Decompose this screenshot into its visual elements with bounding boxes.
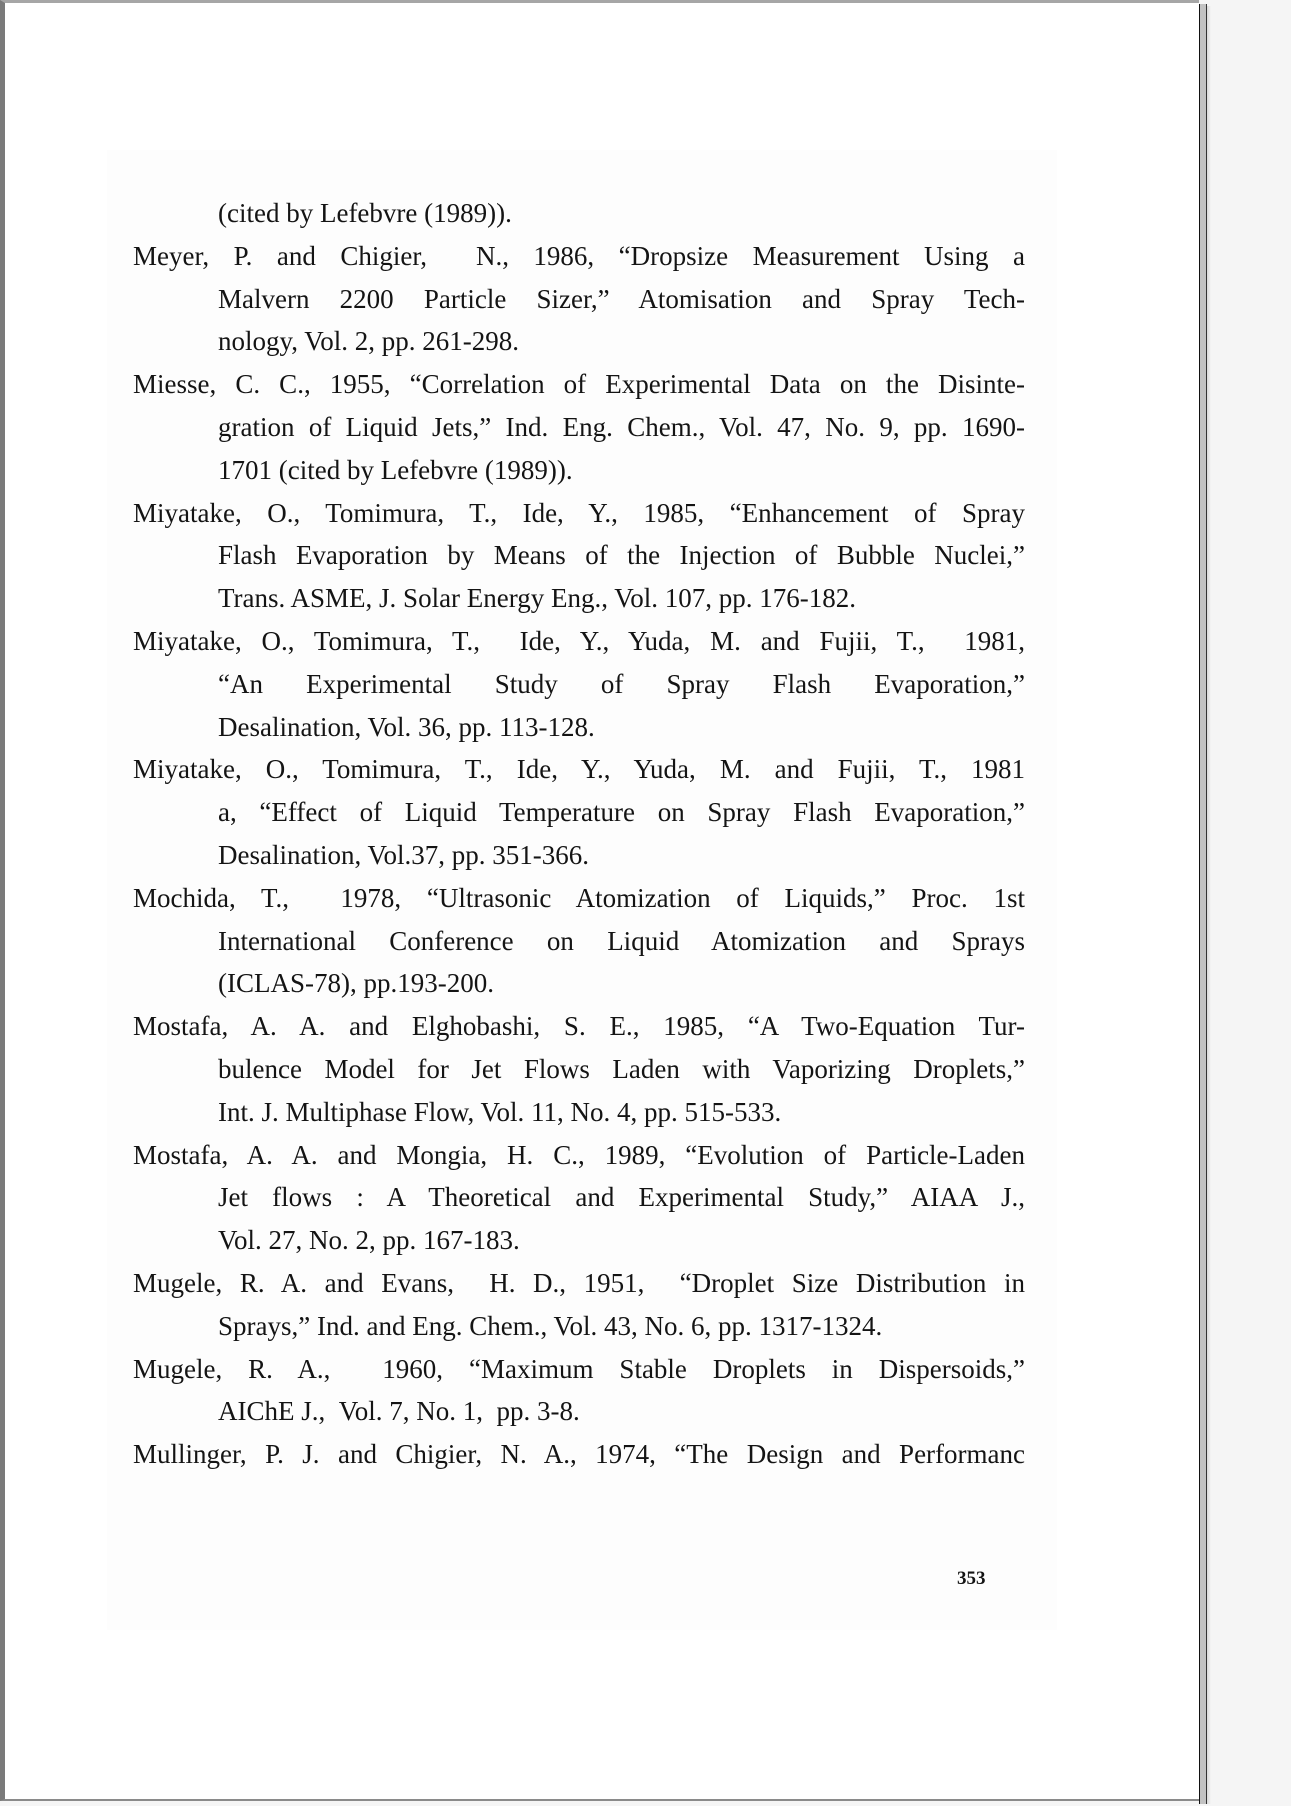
reference-line: Int. J. Multiphase Flow, Vol. 11, No. 4, pp. 515-533. <box>218 1096 782 1127</box>
reference-line: Mostafa, A. A. and Elghobashi, S. E., 1985, “A Two-Equation Tur- <box>133 1011 1025 1042</box>
reference-line: nology, Vol. 2, pp. 261-298. <box>218 326 520 357</box>
reference-line: Mochida, T., 1978, “Ultrasonic Atomization of Liquids,” Proc. 1st <box>133 882 1025 913</box>
reference-line: Miesse, C. C., 1955, “Correlation of Experimental Data on the Disinte- <box>133 369 1025 400</box>
reference-line: Miyatake, O., Tomimura, T., Ide, Y., Yuda, M. and Fujii, T., 1981, <box>133 625 1025 656</box>
reference-line: gration of Liquid Jets,” Ind. Eng. Chem., Vol. 47, No. 9, pp. 1690- <box>218 411 1025 442</box>
reference-line: Vol. 27, No. 2, pp. 167-183. <box>218 1225 520 1256</box>
reference-line: 1701 (cited by Lefebvre (1989)). <box>218 454 573 485</box>
reference-line: (cited by Lefebvre (1989)). <box>218 198 512 228</box>
reference-line: AIChE J., Vol. 7, No. 1, pp. 3-8. <box>218 1396 580 1427</box>
page-edge <box>1199 4 1207 1804</box>
reference-line: (ICLAS-78), pp.193-200. <box>218 968 494 999</box>
reference-line: Flash Evaporation by Means of the Injection of Bubble Nuclei,” <box>218 540 1025 571</box>
reference-line: Mostafa, A. A. and Mongia, H. C., 1989, “Evolution of Particle-Laden <box>133 1139 1025 1170</box>
reference-line: Miyatake, O., Tomimura, T., Ide, Y., 1985, “Enhancement of Spray <box>133 497 1025 528</box>
reference-line: Jet flows : A Theoretical and Experimental Study,” AIAA J., <box>218 1182 1025 1213</box>
reference-line: “An Experimental Study of Spray Flash Evaporation,” <box>218 668 1025 699</box>
reference-line: Mugele, R. A., 1960, “Maximum Stable Droplets in Dispersoids,” <box>133 1353 1025 1384</box>
reference-line: bulence Model for Jet Flows Laden with Vaporizing Droplets,” <box>218 1053 1025 1084</box>
reference-list <box>133 192 1025 1476</box>
reference-line: Mullinger, P. J. and Chigier, N. A., 1974, “The Design and Performanc <box>133 1439 1025 1470</box>
reference-line: Trans. ASME, J. Solar Energy Eng., Vol. 107, pp. 176-182. <box>218 583 857 614</box>
page-number: 353 <box>957 1568 986 1589</box>
reference-line: Desalination, Vol.37, pp. 351-366. <box>218 839 589 870</box>
reference-line: Malvern 2200 Particle Sizer,” Atomisation and Spray Tech- <box>218 283 1025 314</box>
page-shadow <box>1207 6 1211 1804</box>
reference-line: Mugele, R. A. and Evans, H. D., 1951, “Droplet Size Distribution in <box>133 1267 1025 1298</box>
reference-line: Miyatake, O., Tomimura, T., Ide, Y., Yuda, M. and Fujii, T., 1981 <box>133 754 1025 785</box>
reference-line: a, “Effect of Liquid Temperature on Spray Flash Evaporation,” <box>218 797 1025 828</box>
reference-line: International Conference on Liquid Atomization and Sprays <box>218 925 1025 956</box>
reference-line: Meyer, P. and Chigier, N., 1986, “Dropsize Measurement Using a <box>133 240 1025 271</box>
reference-line: Desalination, Vol. 36, pp. 113-128. <box>218 711 595 742</box>
reference-line: Sprays,” Ind. and Eng. Chem., Vol. 43, No. 6, pp. 1317-1324. <box>218 1310 883 1341</box>
